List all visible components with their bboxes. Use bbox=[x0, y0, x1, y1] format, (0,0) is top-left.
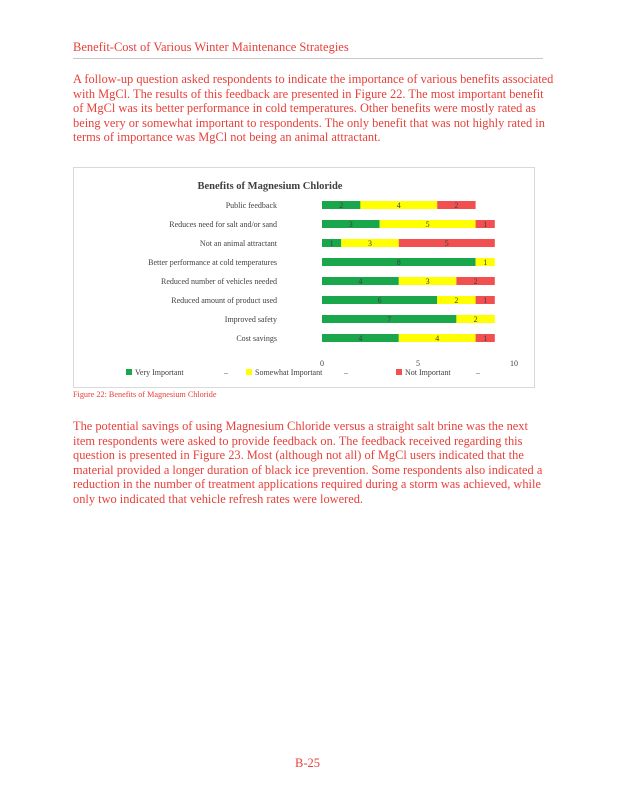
paragraph-line: The potential savings of using Magnesium Chloride versus a straight salt brine was the next bbox=[73, 419, 528, 433]
data-label: 2 bbox=[454, 296, 459, 305]
data-label: 4 bbox=[358, 277, 363, 286]
paragraph-line: with MgCl. The results of this feedback are presented in Figure 22. The most important benefit bbox=[73, 86, 544, 101]
data-label: 8 bbox=[396, 258, 401, 267]
paragraph-2 bbox=[73, 419, 603, 507]
category-label: Improved safety bbox=[224, 315, 277, 324]
legend-swatch bbox=[396, 369, 402, 375]
data-label: 2 bbox=[454, 201, 459, 210]
x-tick-label: 5 bbox=[416, 359, 420, 368]
paragraph-line: item respondents were asked to provide feedback on. The feedback received regarding this bbox=[73, 433, 523, 448]
legend-marker: – bbox=[344, 368, 348, 377]
legend-label: Somewhat Important bbox=[255, 368, 323, 377]
chart-frame bbox=[73, 167, 535, 388]
data-label: 1 bbox=[483, 334, 488, 343]
paragraph-line: terms of importance was MgCl not being an animal attractant. bbox=[73, 130, 381, 145]
data-label: 4 bbox=[396, 201, 401, 210]
data-label: 1 bbox=[329, 239, 334, 248]
x-tick-label: 10 bbox=[510, 359, 518, 368]
category-label: Public feedback bbox=[225, 201, 277, 210]
category-label: Cost savings bbox=[236, 334, 277, 343]
data-label: 4 bbox=[358, 334, 363, 343]
figure-caption: Figure 22: Benefits of Magnesium Chloride bbox=[73, 390, 217, 399]
x-tick-label: 0 bbox=[320, 359, 324, 368]
legend-swatch bbox=[126, 369, 132, 375]
paragraph-line: being very or somewhat important to respondents. The only benefit that was not highly rated in bbox=[73, 115, 545, 130]
data-label: 2 bbox=[473, 277, 478, 286]
data-label: 2 bbox=[339, 201, 344, 210]
category-label: Not an animal attractant bbox=[199, 239, 277, 248]
data-label: 2 bbox=[473, 315, 478, 324]
category-label: Reduced number of vehicles needed bbox=[161, 277, 277, 286]
legend-label: Not Important bbox=[405, 368, 451, 377]
paragraph-line: reduction in the number of treatment applications required during a storm was achieved, while bbox=[73, 477, 541, 492]
data-label: 3 bbox=[348, 220, 353, 229]
paragraph-1 bbox=[73, 72, 603, 145]
category-label: Reduces need for salt and/or sand bbox=[169, 220, 277, 229]
paragraph-line: material provided a longer duration of black ice prevention. Some respondents also indicated a bbox=[73, 462, 543, 477]
legend-marker: – bbox=[476, 368, 480, 377]
data-label: 5 bbox=[444, 239, 449, 248]
data-label: 3 bbox=[368, 239, 372, 248]
legend-marker: – bbox=[224, 368, 228, 377]
data-label: 4 bbox=[435, 334, 440, 343]
legend-swatch bbox=[246, 369, 252, 375]
paragraph-line: only two indicated that vehicle refresh rates were lowered. bbox=[73, 491, 364, 506]
paragraph-line: question is presented in Figure 23. Most (although not all) of MgCl users indicated that the bbox=[73, 448, 524, 463]
data-label: 3 bbox=[425, 277, 430, 286]
chart-title: Benefits of Magnesium Chloride bbox=[197, 181, 343, 192]
data-label: 1 bbox=[483, 258, 488, 267]
header-rule bbox=[73, 58, 543, 59]
benefits-chart bbox=[74, 168, 534, 387]
paragraph-line: of MgCl was its better performance in cold temperatures. Other benefits were mostly rated as bbox=[73, 101, 536, 116]
data-label: 6 bbox=[377, 296, 382, 305]
data-label: 1 bbox=[483, 220, 488, 229]
legend-label: Very Important bbox=[135, 368, 184, 377]
page-number: B-25 bbox=[295, 756, 320, 770]
page-header: Benefit-Cost of Various Winter Maintenance Strategies bbox=[73, 40, 349, 54]
data-label: 1 bbox=[483, 296, 488, 305]
category-label: Better performance at cold temperatures bbox=[148, 258, 277, 267]
paragraph-line: A follow-up question asked respondents to indicate the importance of various benefits associated bbox=[73, 72, 554, 86]
data-label: 7 bbox=[387, 315, 392, 324]
data-label: 5 bbox=[425, 220, 430, 229]
category-label: Reduced amount of product used bbox=[171, 296, 277, 305]
